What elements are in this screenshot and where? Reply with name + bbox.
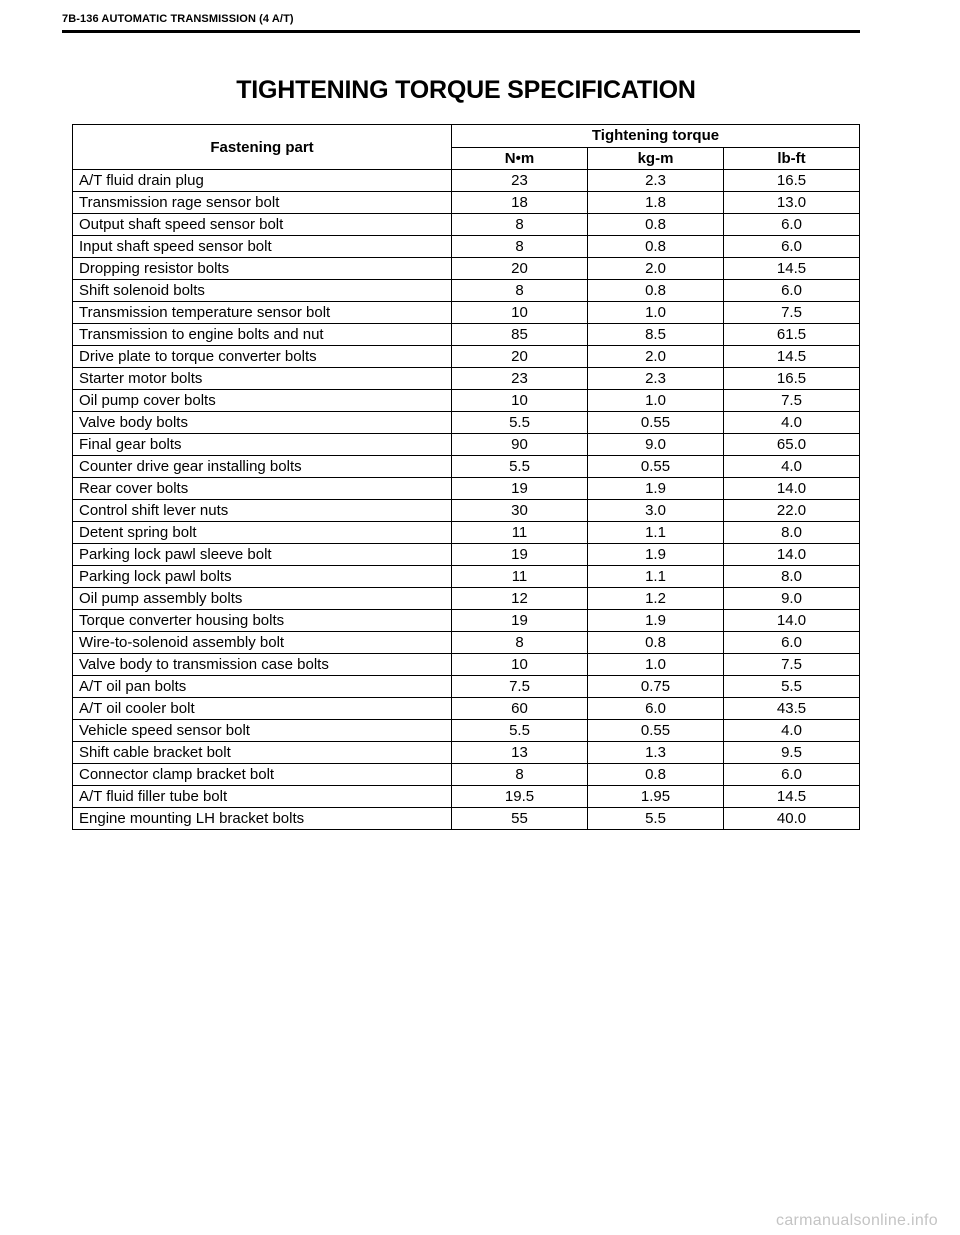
cell-fastening-part: A/T fluid filler tube bolt — [73, 786, 452, 808]
table-row — [73, 280, 860, 302]
cell-fastening-part: A/T fluid drain plug — [73, 170, 452, 192]
cell-torque-kgm: 0.75 — [588, 676, 724, 698]
cell-torque-nm: 8 — [452, 764, 588, 786]
table-row — [73, 258, 860, 280]
cell-torque-lbft: 13.0 — [724, 192, 860, 214]
cell-fastening-part: Detent spring bolt — [73, 522, 452, 544]
cell-torque-lbft: 6.0 — [724, 764, 860, 786]
cell-torque-lbft: 14.0 — [724, 478, 860, 500]
cell-torque-nm: 8 — [452, 280, 588, 302]
cell-torque-lbft: 6.0 — [724, 280, 860, 302]
cell-torque-lbft: 16.5 — [724, 368, 860, 390]
cell-fastening-part: Rear cover bolts — [73, 478, 452, 500]
cell-torque-lbft: 14.5 — [724, 346, 860, 368]
table-row — [73, 456, 860, 478]
table-row — [73, 214, 860, 236]
cell-torque-lbft: 43.5 — [724, 698, 860, 720]
table-row — [73, 302, 860, 324]
header-tightening-torque: Tightening torque — [452, 125, 860, 148]
table-row — [73, 434, 860, 456]
cell-torque-nm: 30 — [452, 500, 588, 522]
cell-torque-nm: 23 — [452, 170, 588, 192]
cell-fastening-part: Counter drive gear installing bolts — [73, 456, 452, 478]
cell-torque-lbft: 7.5 — [724, 390, 860, 412]
cell-torque-nm: 20 — [452, 258, 588, 280]
cell-torque-lbft: 8.0 — [724, 522, 860, 544]
cell-fastening-part: Oil pump cover bolts — [73, 390, 452, 412]
cell-torque-kgm: 2.0 — [588, 346, 724, 368]
cell-torque-nm: 55 — [452, 808, 588, 830]
cell-fastening-part: Engine mounting LH bracket bolts — [73, 808, 452, 830]
table-row — [73, 720, 860, 742]
cell-fastening-part: Shift solenoid bolts — [73, 280, 452, 302]
cell-torque-kgm: 2.0 — [588, 258, 724, 280]
cell-fastening-part: Connector clamp bracket bolt — [73, 764, 452, 786]
table-row — [73, 346, 860, 368]
cell-torque-nm: 19 — [452, 544, 588, 566]
cell-torque-kgm: 0.8 — [588, 280, 724, 302]
cell-torque-nm: 19 — [452, 478, 588, 500]
cell-torque-nm: 10 — [452, 302, 588, 324]
table-row — [73, 390, 860, 412]
cell-torque-nm: 19 — [452, 610, 588, 632]
cell-torque-nm: 90 — [452, 434, 588, 456]
cell-torque-kgm: 1.95 — [588, 786, 724, 808]
cell-torque-nm: 11 — [452, 522, 588, 544]
table-row — [73, 786, 860, 808]
cell-fastening-part: Output shaft speed sensor bolt — [73, 214, 452, 236]
cell-torque-lbft: 16.5 — [724, 170, 860, 192]
cell-fastening-part: Parking lock pawl bolts — [73, 566, 452, 588]
cell-torque-nm: 11 — [452, 566, 588, 588]
cell-fastening-part: Valve body to transmission case bolts — [73, 654, 452, 676]
table-row — [73, 742, 860, 764]
cell-torque-nm: 5.5 — [452, 720, 588, 742]
table-header — [73, 125, 860, 170]
cell-torque-lbft: 7.5 — [724, 654, 860, 676]
table-row — [73, 654, 860, 676]
cell-fastening-part: Transmission temperature sensor bolt — [73, 302, 452, 324]
table-row — [73, 610, 860, 632]
cell-torque-lbft: 9.5 — [724, 742, 860, 764]
table-row — [73, 368, 860, 390]
table-row — [73, 566, 860, 588]
cell-torque-lbft: 7.5 — [724, 302, 860, 324]
cell-torque-kgm: 1.9 — [588, 544, 724, 566]
cell-torque-lbft: 6.0 — [724, 632, 860, 654]
table-row — [73, 170, 860, 192]
cell-torque-lbft: 9.0 — [724, 588, 860, 610]
cell-torque-nm: 5.5 — [452, 412, 588, 434]
table-row — [73, 632, 860, 654]
header-rule — [62, 30, 860, 33]
cell-torque-lbft: 14.0 — [724, 610, 860, 632]
cell-torque-nm: 85 — [452, 324, 588, 346]
cell-fastening-part: Oil pump assembly bolts — [73, 588, 452, 610]
table-row — [73, 808, 860, 830]
cell-torque-lbft: 22.0 — [724, 500, 860, 522]
cell-torque-kgm: 0.55 — [588, 720, 724, 742]
cell-fastening-part: A/T oil pan bolts — [73, 676, 452, 698]
cell-torque-nm: 12 — [452, 588, 588, 610]
cell-torque-kgm: 0.8 — [588, 764, 724, 786]
table-row — [73, 324, 860, 346]
cell-torque-kgm: 1.2 — [588, 588, 724, 610]
cell-torque-kgm: 0.8 — [588, 632, 724, 654]
cell-fastening-part: Starter motor bolts — [73, 368, 452, 390]
cell-torque-lbft: 4.0 — [724, 412, 860, 434]
cell-fastening-part: Vehicle speed sensor bolt — [73, 720, 452, 742]
table-row — [73, 500, 860, 522]
cell-torque-lbft: 6.0 — [724, 236, 860, 258]
cell-fastening-part: Transmission to engine bolts and nut — [73, 324, 452, 346]
page-title: TIGHTENING TORQUE SPECIFICATION — [236, 76, 696, 104]
cell-fastening-part: Valve body bolts — [73, 412, 452, 434]
cell-torque-lbft: 65.0 — [724, 434, 860, 456]
page-header-text: 7B-136 AUTOMATIC TRANSMISSION (4 A/T) — [62, 13, 294, 25]
table-row — [73, 192, 860, 214]
cell-torque-kgm: 0.8 — [588, 236, 724, 258]
cell-torque-kgm: 2.3 — [588, 368, 724, 390]
cell-fastening-part: A/T oil cooler bolt — [73, 698, 452, 720]
cell-torque-lbft: 4.0 — [724, 456, 860, 478]
cell-torque-lbft: 8.0 — [724, 566, 860, 588]
cell-torque-kgm: 1.0 — [588, 302, 724, 324]
cell-fastening-part: Drive plate to torque converter bolts — [73, 346, 452, 368]
cell-fastening-part: Final gear bolts — [73, 434, 452, 456]
watermark: carmanualsonline.info — [776, 1212, 938, 1229]
cell-fastening-part: Dropping resistor bolts — [73, 258, 452, 280]
cell-torque-nm: 10 — [452, 390, 588, 412]
cell-fastening-part: Wire-to-solenoid assembly bolt — [73, 632, 452, 654]
cell-torque-lbft: 5.5 — [724, 676, 860, 698]
cell-torque-kgm: 1.9 — [588, 610, 724, 632]
cell-torque-kgm: 0.55 — [588, 456, 724, 478]
cell-torque-nm: 20 — [452, 346, 588, 368]
header-row-group — [73, 125, 860, 148]
table-body — [73, 170, 860, 830]
cell-torque-kgm: 1.1 — [588, 566, 724, 588]
cell-torque-nm: 10 — [452, 654, 588, 676]
table-row — [73, 522, 860, 544]
header-unit-lbft: lb-ft — [724, 147, 860, 170]
cell-torque-lbft: 6.0 — [724, 214, 860, 236]
cell-torque-kgm: 9.0 — [588, 434, 724, 456]
cell-torque-lbft: 14.5 — [724, 258, 860, 280]
cell-torque-nm: 19.5 — [452, 786, 588, 808]
cell-torque-lbft: 61.5 — [724, 324, 860, 346]
cell-torque-lbft: 4.0 — [724, 720, 860, 742]
cell-torque-kgm: 8.5 — [588, 324, 724, 346]
table-row — [73, 588, 860, 610]
cell-torque-lbft: 40.0 — [724, 808, 860, 830]
cell-torque-lbft: 14.5 — [724, 786, 860, 808]
table-row — [73, 676, 860, 698]
cell-torque-nm: 5.5 — [452, 456, 588, 478]
header-unit-nm: N•m — [452, 147, 588, 170]
cell-torque-nm: 23 — [452, 368, 588, 390]
cell-fastening-part: Torque converter housing bolts — [73, 610, 452, 632]
cell-torque-nm: 7.5 — [452, 676, 588, 698]
cell-torque-nm: 13 — [452, 742, 588, 764]
cell-torque-nm: 8 — [452, 214, 588, 236]
table-row — [73, 236, 860, 258]
table-row — [73, 698, 860, 720]
cell-torque-kgm: 1.1 — [588, 522, 724, 544]
cell-torque-kgm: 1.9 — [588, 478, 724, 500]
cell-torque-kgm: 0.55 — [588, 412, 724, 434]
cell-torque-nm: 18 — [452, 192, 588, 214]
cell-torque-kgm: 1.0 — [588, 654, 724, 676]
torque-spec-table — [72, 124, 860, 830]
cell-fastening-part: Transmission rage sensor bolt — [73, 192, 452, 214]
cell-torque-kgm: 0.8 — [588, 214, 724, 236]
cell-torque-kgm: 2.3 — [588, 170, 724, 192]
table-row — [73, 478, 860, 500]
cell-fastening-part: Shift cable bracket bolt — [73, 742, 452, 764]
cell-torque-nm: 8 — [452, 632, 588, 654]
cell-torque-kgm: 1.8 — [588, 192, 724, 214]
cell-torque-kgm: 3.0 — [588, 500, 724, 522]
cell-torque-nm: 8 — [452, 236, 588, 258]
header-unit-kgm: kg-m — [588, 147, 724, 170]
page-header — [62, 12, 860, 34]
table-row — [73, 412, 860, 434]
cell-torque-kgm: 6.0 — [588, 698, 724, 720]
cell-torque-kgm: 1.3 — [588, 742, 724, 764]
cell-fastening-part: Parking lock pawl sleeve bolt — [73, 544, 452, 566]
cell-torque-kgm: 1.0 — [588, 390, 724, 412]
cell-torque-nm: 60 — [452, 698, 588, 720]
table-row — [73, 544, 860, 566]
header-fastening-part: Fastening part — [73, 125, 452, 170]
cell-torque-kgm: 5.5 — [588, 808, 724, 830]
cell-fastening-part: Control shift lever nuts — [73, 500, 452, 522]
cell-torque-lbft: 14.0 — [724, 544, 860, 566]
table-row — [73, 764, 860, 786]
cell-fastening-part: Input shaft speed sensor bolt — [73, 236, 452, 258]
